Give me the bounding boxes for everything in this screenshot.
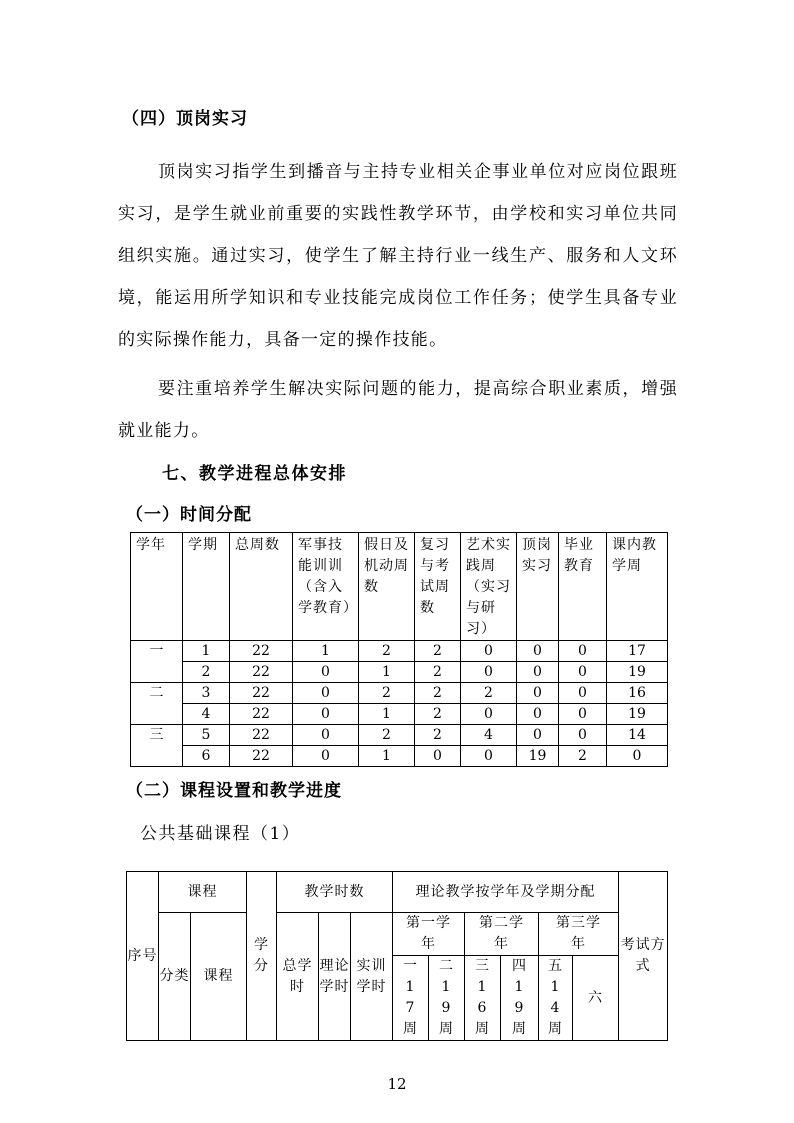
table-row xyxy=(131,662,668,683)
total-weeks-cell: 22 xyxy=(230,746,293,767)
holiday-cell: 1 xyxy=(359,704,415,725)
header-semester: 学期 xyxy=(183,533,230,641)
semester-five-header: 五14周 xyxy=(539,956,573,1041)
graduation-cell: 0 xyxy=(559,704,607,725)
semester-cell: 3 xyxy=(183,683,230,704)
exam-method-header: 考试方式 xyxy=(619,872,668,1041)
art-practice-cell: 0 xyxy=(461,746,517,767)
art-practice-cell: 0 xyxy=(461,704,517,725)
year-two-header: 第二学年 xyxy=(465,913,539,956)
total-hours-header: 总学时 xyxy=(277,913,319,1041)
year-cell: 三 xyxy=(131,725,183,767)
art-practice-cell: 0 xyxy=(461,662,517,683)
time-table-header-row xyxy=(131,533,668,641)
internship-cell: 19 xyxy=(517,746,559,767)
graduation-cell: 0 xyxy=(559,641,607,662)
holiday-cell: 2 xyxy=(359,683,415,704)
header-holiday-weeks: 假日及机动周数 xyxy=(359,533,415,641)
year-three-header: 第三学年 xyxy=(539,913,619,956)
internship-cell: 0 xyxy=(517,704,559,725)
military-cell: 1 xyxy=(293,641,359,662)
public-courses-caption: 公共基础课程（1） xyxy=(140,824,301,844)
exam-cell: 2 xyxy=(415,704,461,725)
total-weeks-cell: 22 xyxy=(230,704,293,725)
semester-cell: 4 xyxy=(183,704,230,725)
exam-cell: 2 xyxy=(415,683,461,704)
year-cell: 一 xyxy=(131,641,183,683)
header-internship: 顶岗实习 xyxy=(517,533,559,641)
art-practice-cell: 2 xyxy=(461,683,517,704)
section-four-heading: （四）顶岗实习 xyxy=(122,109,248,129)
total-weeks-cell: 22 xyxy=(230,725,293,746)
teaching-weeks-cell: 0 xyxy=(607,746,668,767)
internship-cell: 0 xyxy=(517,662,559,683)
course-group-header: 课程 xyxy=(159,872,247,913)
total-weeks-cell: 22 xyxy=(230,641,293,662)
credit-header: 学分 xyxy=(247,872,277,1041)
teaching-hours-header: 教学时数 xyxy=(277,872,393,913)
course-header: 课程 xyxy=(191,913,247,1041)
table-row xyxy=(131,725,668,746)
semester-four-header: 四19周 xyxy=(501,956,539,1041)
exam-cell: 2 xyxy=(415,662,461,683)
distribution-header: 理论教学按学年及学期分配 xyxy=(393,872,619,913)
year-cell: 二 xyxy=(131,683,183,725)
exam-cell: 0 xyxy=(415,746,461,767)
art-practice-cell: 0 xyxy=(461,641,517,662)
practice-hours-header: 实训学时 xyxy=(351,913,393,1041)
graduation-cell: 0 xyxy=(559,662,607,683)
theory-hours-header: 理论学时 xyxy=(319,913,351,1041)
total-weeks-cell: 22 xyxy=(230,683,293,704)
table-row xyxy=(131,746,668,767)
internship-cell: 0 xyxy=(517,725,559,746)
internship-section xyxy=(118,151,678,452)
semester-cell: 1 xyxy=(183,641,230,662)
military-cell: 0 xyxy=(293,746,359,767)
exam-cell: 2 xyxy=(415,641,461,662)
semester-two-header: 二19周 xyxy=(429,956,465,1041)
table-row xyxy=(131,683,668,704)
teaching-weeks-cell: 16 xyxy=(607,683,668,704)
curriculum-header-row-1 xyxy=(127,872,668,913)
semester-six-header: 六 xyxy=(573,956,619,1041)
internship-cell: 0 xyxy=(517,641,559,662)
teaching-weeks-cell: 19 xyxy=(607,704,668,725)
exam-cell: 2 xyxy=(415,725,461,746)
table-row xyxy=(131,704,668,725)
header-review-exam-weeks: 复习与考试周数 xyxy=(415,533,461,641)
time-allocation-table xyxy=(130,532,668,767)
teaching-weeks-cell: 19 xyxy=(607,662,668,683)
header-art-practice-weeks: 艺术实践周（实习与研习） xyxy=(461,533,517,641)
section-seven-heading: 七、教学进程总体安排 xyxy=(162,464,347,484)
teaching-weeks-cell: 14 xyxy=(607,725,668,746)
category-header: 分类 xyxy=(159,913,191,1041)
time-allocation-heading: （一）时间分配 xyxy=(126,505,252,525)
graduation-cell: 0 xyxy=(559,683,607,704)
holiday-cell: 2 xyxy=(359,725,415,746)
graduation-cell: 2 xyxy=(559,746,607,767)
holiday-cell: 2 xyxy=(359,641,415,662)
semester-cell: 2 xyxy=(183,662,230,683)
curriculum-header-row-2 xyxy=(127,913,668,956)
table-row xyxy=(131,641,668,662)
header-military-training: 军事技能训训（含入学教育） xyxy=(293,533,359,641)
header-school-year: 学年 xyxy=(131,533,183,641)
semester-three-header: 三16周 xyxy=(465,956,501,1041)
military-cell: 0 xyxy=(293,725,359,746)
military-cell: 0 xyxy=(293,704,359,725)
semester-cell: 5 xyxy=(183,725,230,746)
holiday-cell: 1 xyxy=(359,746,415,767)
military-cell: 0 xyxy=(293,662,359,683)
internship-paragraph-1: 顶岗实习指学生到播音与主持专业相关企事业单位对应岗位跟班实习，是学生就业前重要的实践性教学环节，由学校和实习单位共同组织实施。通过实习，使学生了解主持行业一线生产、服务和人文环境，能运用所学知识和专业技能完成岗位工作任务；使学生具备专业的实际操作能力，具备一定的操作技能。 xyxy=(118,162,678,350)
military-cell: 0 xyxy=(293,683,359,704)
holiday-cell: 1 xyxy=(359,662,415,683)
total-weeks-cell: 22 xyxy=(230,662,293,683)
internship-paragraph-2: 要注重培养学生解决实际问题的能力，提高综合职业素质，增强就业能力。 xyxy=(118,379,678,441)
internship-cell: 0 xyxy=(517,683,559,704)
curriculum-heading: （二）课程设置和教学进度 xyxy=(126,781,342,801)
year-one-header: 第一学年 xyxy=(393,913,465,956)
semester-cell: 6 xyxy=(183,746,230,767)
page-number: 12 xyxy=(387,1075,407,1093)
art-practice-cell: 4 xyxy=(461,725,517,746)
teaching-weeks-cell: 17 xyxy=(607,641,668,662)
header-teaching-weeks: 课内教学周 xyxy=(607,533,668,641)
semester-one-header: 一17周 xyxy=(393,956,429,1041)
serial-header: 序号 xyxy=(127,872,159,1041)
header-graduation-education: 毕业教育 xyxy=(559,533,607,641)
curriculum-table xyxy=(126,871,668,1041)
header-total-weeks: 总周数 xyxy=(230,533,293,641)
graduation-cell: 0 xyxy=(559,725,607,746)
